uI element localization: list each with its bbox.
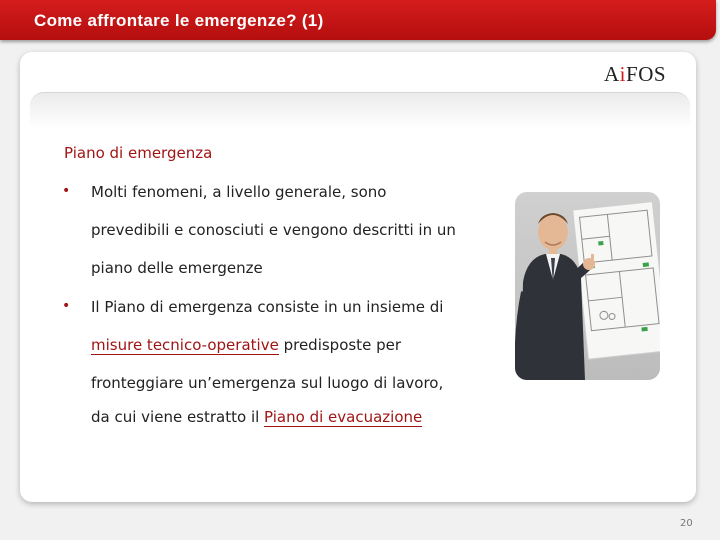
bullet-1-line-2: prevedibili e conosciuti e vengono descritti in un: [91, 221, 456, 239]
slide-title: Come affrontare le emergenze? (1): [34, 11, 324, 30]
aifos-logo: [604, 62, 666, 87]
bullet-item-1: [62, 183, 482, 283]
card-header-stripe-overlay: [30, 92, 690, 129]
page-number: 20: [680, 518, 693, 529]
logo-text-suffix: FOS: [626, 62, 667, 86]
bullet-2-line-1: Il Piano di emergenza consiste in un insieme di: [91, 298, 444, 316]
bullet-icon: •: [62, 298, 71, 314]
bullet-2-line-2: [91, 336, 401, 354]
title-bar: [0, 0, 716, 40]
bullet-item-2: [62, 298, 482, 438]
bullet-2-line-3: fronteggiare un’emergenza sul luogo di lavoro,: [91, 374, 444, 392]
bullet-2-line-4-prefix: da cui viene estratto il: [91, 408, 265, 426]
bullet-2-line-2-rest: predisposte per: [278, 336, 401, 354]
logo-text-dot: i: [619, 62, 627, 86]
highlight-piano-evacuazione: Piano di evacuazione: [264, 408, 423, 426]
bullet-2-line-4: [91, 408, 422, 426]
bullet-1-line-1: Molti fenomeni, a livello generale, sono: [91, 183, 387, 201]
highlight-misure: misure tecnico-operative: [91, 336, 279, 354]
bullet-icon: •: [62, 183, 71, 199]
evacuation-plan-photo: [515, 192, 660, 380]
logo-text-prefix: A: [604, 62, 620, 86]
section-heading: Piano di emergenza: [64, 144, 213, 162]
bullet-1-line-3: piano delle emergenze: [91, 259, 263, 277]
man-holding-floor-plan-illustration: [515, 192, 660, 380]
